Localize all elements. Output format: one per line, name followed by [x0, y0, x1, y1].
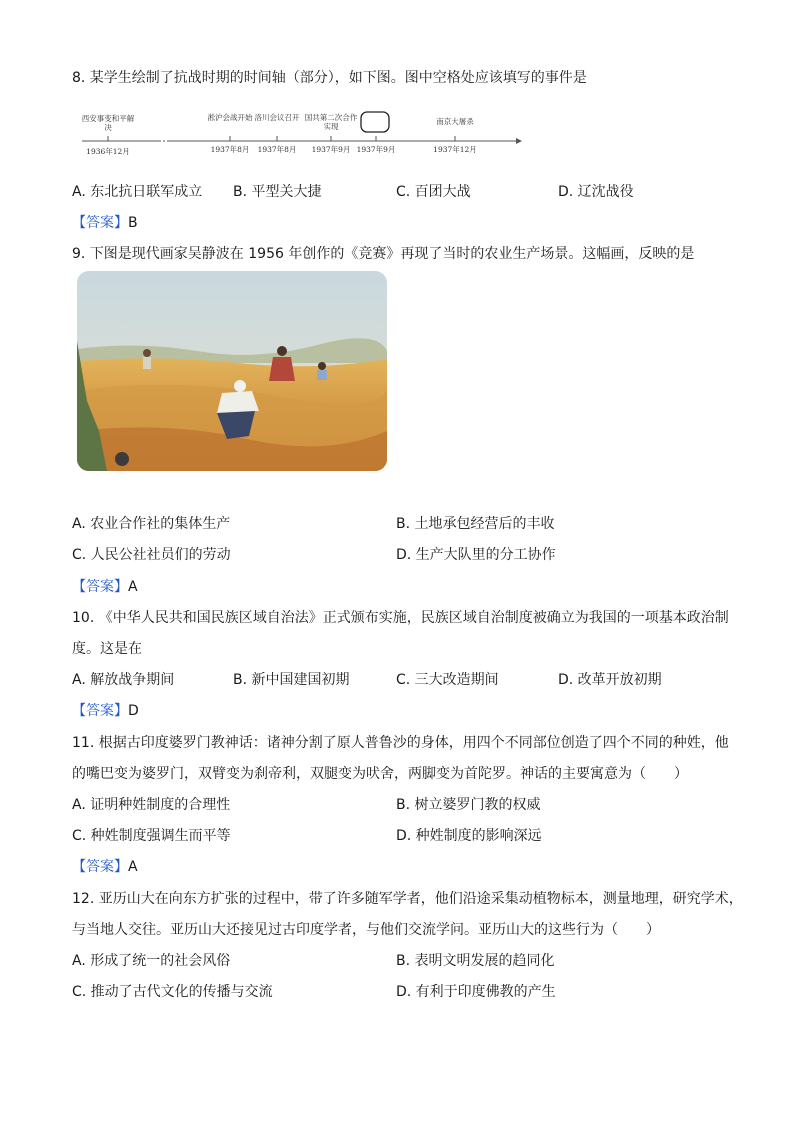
answer-label: 【答案】 — [72, 859, 128, 875]
event-date: 1937年12月 — [433, 145, 477, 154]
q8-option-a[interactable]: A. 东北抗日联军成立 — [72, 184, 203, 200]
q12-option-a[interactable]: A. 形成了统一的社会风俗 — [72, 953, 231, 969]
q12-stem-line2: 与当地人交往。亚历山大还接见过古印度学者，与他们交流学问。亚历山大的这些行为（ ） — [72, 922, 660, 938]
event-label: 淞沪会战开始 — [207, 113, 253, 122]
q10-option-c[interactable]: C. 三大改造期间 — [396, 672, 499, 688]
q11-option-c[interactable]: C. 种姓制度强调生而平等 — [72, 828, 231, 844]
q9-answer — [72, 578, 138, 596]
q11-stem-line2: 的嘴巴变为婆罗门，双臂变为刹帝利，双腿变为吠舍，两脚变为首陀罗。神话的主要寓意为（ ） — [72, 766, 688, 782]
answer-value: A — [128, 859, 138, 875]
q12-option-b[interactable]: B. 表明文明发展的趋同化 — [396, 953, 555, 969]
event-label: 国共第二次合作实现 — [304, 113, 358, 131]
event-date: 1937年8月 — [210, 145, 250, 154]
competition-painting — [77, 271, 387, 471]
answer-label: 【答案】 — [72, 215, 128, 231]
event-date: 1936年12月 — [86, 147, 130, 156]
event-label: 南京大屠杀 — [436, 117, 474, 126]
q9-option-d[interactable]: D. 生产大队里的分工协作 — [396, 547, 556, 563]
event-date: 1937年9月 — [356, 145, 396, 154]
q12-stem-line1: 12. 亚历山大在向东方扩张的过程中，带了许多随军学者，他们沿途采集动植物标本，测量地理，研究学术， — [72, 891, 743, 907]
q9-option-b[interactable]: B. 土地承包经营后的丰收 — [396, 516, 555, 532]
answer-label: 【答案】 — [72, 579, 128, 595]
q11-stem-line1: 11. 根据古印度婆罗门教神话：诸神分割了原人普鲁沙的身体，用四个不同部位创造了四个不同的种姓，他 — [72, 735, 729, 751]
q8-answer — [72, 214, 138, 232]
q10-stem-line2: 度。这是在 — [72, 641, 142, 657]
q8-option-d[interactable]: D. 辽沈战役 — [558, 184, 634, 200]
q10-stem-line1: 10. 《中华人民共和国民族区域自治法》正式颁布实施，民族区域自治制度被确立为我国的一项基本政治制 — [72, 610, 729, 626]
q12-option-c[interactable]: C. 推动了古代文化的传播与交流 — [72, 984, 273, 1000]
event-date: 1937年9月 — [311, 145, 351, 154]
q8-stem: 8. 某学生绘制了抗战时期的时间轴（部分），如下图。图中空格处应该填写的事件是 — [72, 70, 587, 86]
event-date: 1937年8月 — [257, 145, 297, 154]
answer-label: 【答案】 — [72, 703, 128, 719]
answer-value: D — [128, 703, 139, 719]
q8-timeline — [72, 100, 522, 172]
q11-option-b[interactable]: B. 树立婆罗门教的权威 — [396, 797, 541, 813]
q9-option-a[interactable]: A. 农业合作社的集体生产 — [72, 516, 231, 532]
q10-answer — [72, 702, 139, 720]
answer-value: B — [128, 215, 138, 231]
painting-image — [77, 271, 387, 471]
q9-option-c[interactable]: C. 人民公社社员们的劳动 — [72, 547, 231, 563]
q10-option-d[interactable]: D. 改革开放初期 — [558, 672, 662, 688]
q8-option-c[interactable]: C. 百团大战 — [396, 184, 471, 200]
event-label: 洛川会议召开 — [254, 113, 300, 122]
q12-option-d[interactable]: D. 有利于印度佛教的产生 — [396, 984, 556, 1000]
q11-answer — [72, 858, 138, 876]
q9-stem: 9. 下图是现代画家吴静波在 1956 年创作的《竞赛》再现了当时的农业生产场景。这幅画，反映的是 — [72, 246, 695, 262]
event-label: 西安事变和平解决 — [81, 114, 135, 132]
q11-option-d[interactable]: D. 种姓制度的影响深远 — [396, 828, 542, 844]
q10-option-b[interactable]: B. 新中国建国初期 — [233, 672, 350, 688]
blank-box — [361, 112, 389, 132]
q10-option-a[interactable]: A. 解放战争期间 — [72, 672, 175, 688]
q8-option-b[interactable]: B. 平型关大捷 — [233, 184, 322, 200]
q11-option-a[interactable]: A. 证明种姓制度的合理性 — [72, 797, 231, 813]
timeline-axis — [72, 100, 522, 172]
answer-value: A — [128, 579, 138, 595]
